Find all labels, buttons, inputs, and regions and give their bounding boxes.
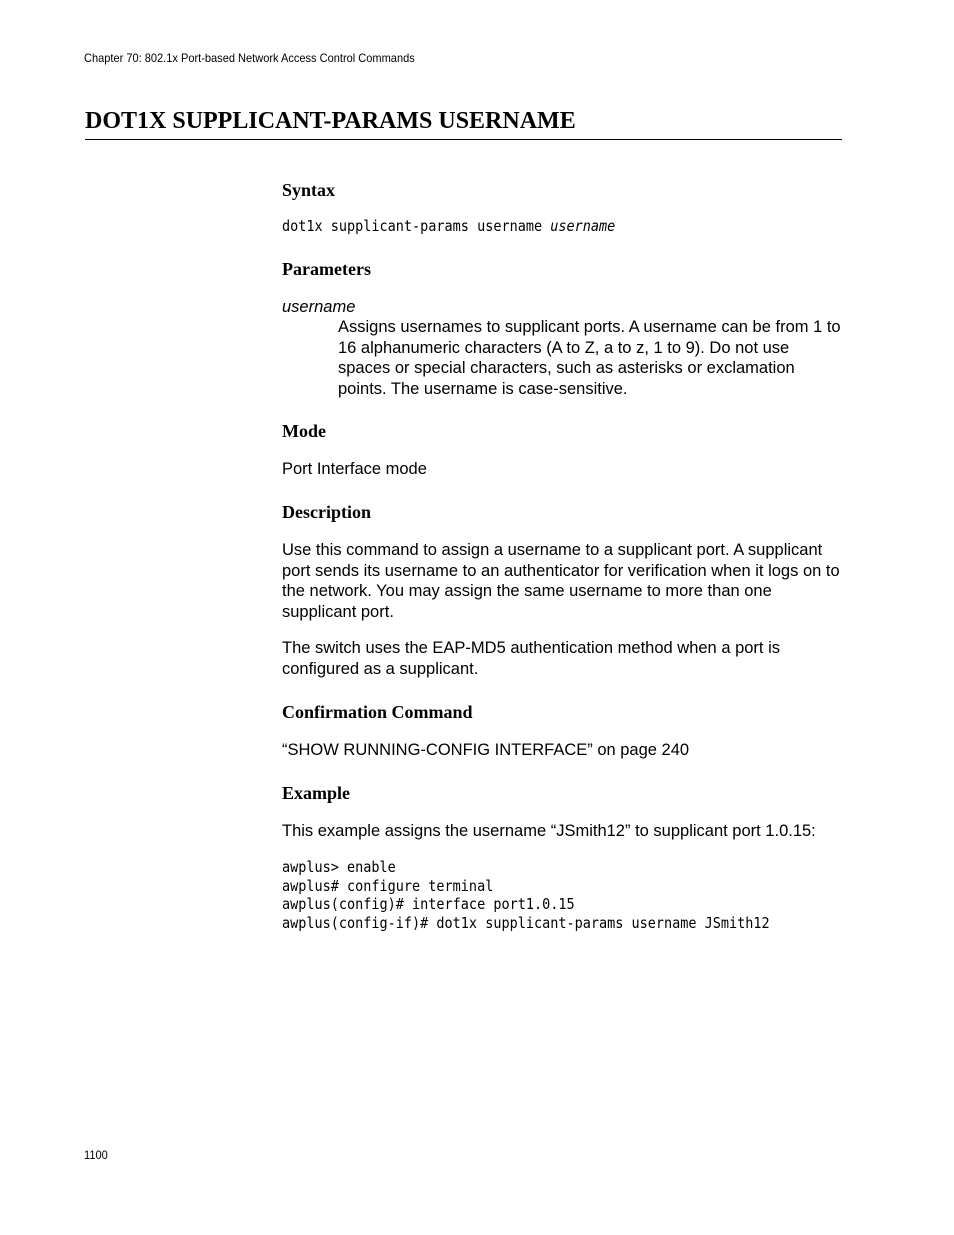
confirmation-command-link[interactable]: “SHOW RUNNING-CONFIG INTERFACE” on page 240 bbox=[282, 741, 690, 759]
syntax-heading: Syntax bbox=[282, 180, 336, 200]
syntax-argument: username bbox=[550, 217, 616, 235]
example-intro: This example assigns the username “JSmith12” to supplicant port 1.0.15: bbox=[282, 822, 816, 840]
parameter-term: username bbox=[282, 298, 356, 316]
running-header: Chapter 70: 802.1x Port-based Network Access Control Commands bbox=[84, 51, 415, 65]
mode-text: Port Interface mode bbox=[282, 460, 427, 478]
code-line: awplus# configure terminal bbox=[282, 876, 494, 895]
confirmation-heading: Confirmation Command bbox=[282, 702, 473, 722]
code-line: awplus> enable bbox=[282, 858, 396, 876]
example-heading: Example bbox=[282, 783, 351, 803]
page-title: DOT1X SUPPLICANT-PARAMS USERNAME bbox=[85, 107, 842, 140]
description-paragraph-2: The switch uses the EAP-MD5 authentication method when a port is configured as a supplicant. bbox=[282, 639, 781, 678]
code-line: awplus(config)# interface port1.0.15 bbox=[282, 895, 575, 913]
description-heading: Description bbox=[282, 502, 371, 522]
parameter-description: Assigns usernames to supplicant ports. A username can be from 1 to 16 alphanumeric characters (A to Z, a to z, 1 to 9). Do not use spaces or special characters, such as asterisks or exclamation points. The username is case-sensitive. bbox=[338, 318, 841, 398]
syntax-command bbox=[282, 217, 615, 236]
parameters-heading: Parameters bbox=[282, 259, 371, 279]
page-number: 1100 bbox=[84, 1148, 108, 1162]
code-line: awplus(config-if)# dot1x supplicant-params username JSmith12 bbox=[282, 913, 770, 932]
syntax-command-text: dot1x supplicant-params username bbox=[282, 217, 551, 235]
mode-heading: Mode bbox=[282, 421, 326, 441]
example-code-block bbox=[282, 858, 770, 932]
description-paragraph-1: Use this command to assign a username to a supplicant port. A supplicant port sends its username to an authenticator for verification when it logs on to the network. You may assign the same username to more than one supplicant port. bbox=[282, 541, 840, 621]
